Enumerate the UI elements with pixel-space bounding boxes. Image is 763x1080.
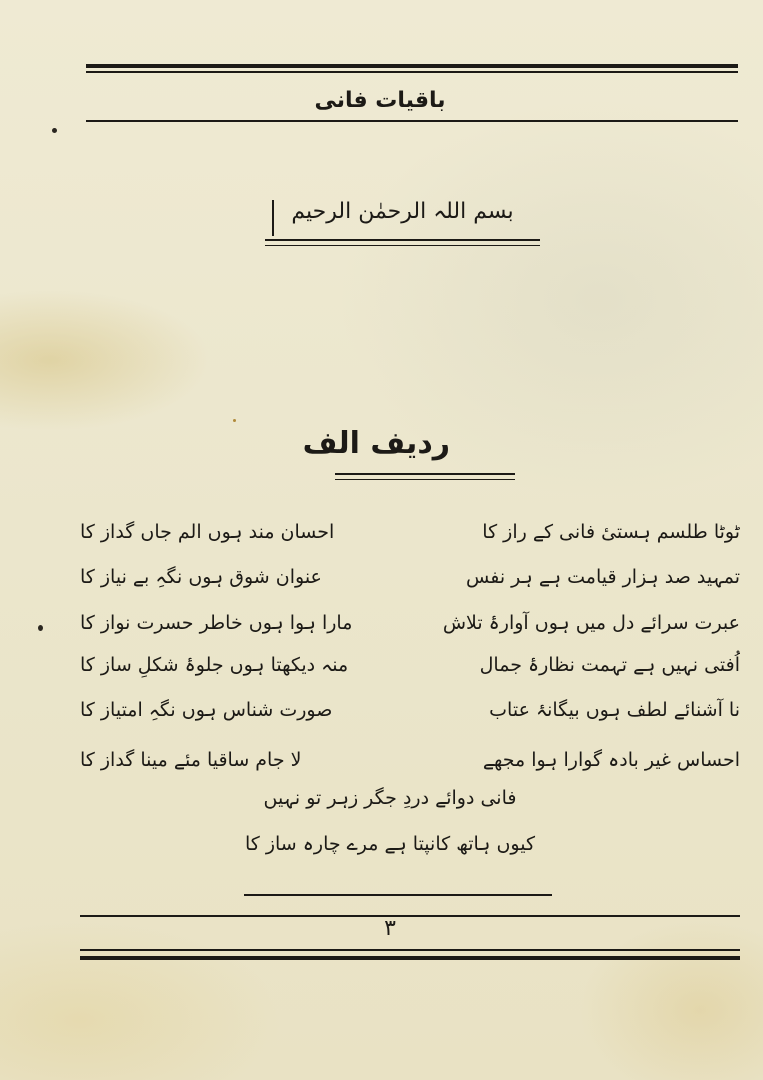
couplet — [80, 512, 740, 552]
couplet — [80, 645, 740, 685]
misra-second: مارا ہوا ہوں خاطر حسرت نواز کا — [80, 612, 353, 634]
ink-speck — [38, 625, 43, 631]
maqta-second: کیوں ہاتھ کانپتا ہے مرے چارہ ساز کا — [244, 833, 536, 855]
running-header-title: باقیات فانی — [314, 88, 446, 113]
misra-second: لا جام ساقیا مئے مینا گداز کا — [80, 749, 302, 771]
misra-second: منہ دیکھتا ہوں جلوۂ شکلِ ساز کا — [80, 654, 349, 676]
top-thin-rule — [86, 71, 738, 73]
footer-top-rule — [80, 915, 740, 917]
radeef-underline-1 — [335, 473, 515, 475]
footer-thin-rule — [80, 949, 740, 951]
misra-first: اُفتی نہیں ہے تہمت نظارۂ جمال — [479, 654, 740, 676]
misra-first: نا آشنائے لطف ہوں بیگانۂ عتاب — [489, 699, 740, 721]
misra-first: عبرت سرائے دل میں ہوں آوارۂ تلاش — [442, 612, 740, 634]
bismillah-underline-2 — [265, 245, 540, 246]
bismillah-bracket-left — [272, 200, 274, 236]
couplet — [80, 603, 740, 643]
misra-second: صورت شناس ہوں نگہِ امتیاز کا — [80, 699, 333, 721]
page-number: ۳ — [384, 916, 396, 941]
misra-first: تمہید صد ہزار قیامت ہے ہر نفس — [466, 566, 740, 588]
misra-second: عنوان شوق ہوں نگہِ بے نیاز کا — [80, 566, 322, 588]
top-thick-rule — [86, 64, 738, 68]
misra-first: احساس غیر بادہ گوارا ہوا مجھے — [482, 749, 740, 771]
couplet — [80, 690, 740, 730]
footer-thick-rule — [80, 956, 740, 960]
couplet — [80, 740, 740, 780]
poem-end-rule — [244, 894, 552, 896]
radeef-underline-2 — [335, 479, 515, 480]
maqta-first: فانی دوائے دردِ جگر زہر تو نہیں — [263, 787, 517, 809]
header-bottom-rule — [86, 120, 738, 122]
radeef-heading: ردیف الف — [302, 426, 450, 461]
misra-first: ٹوٹا طلسم ہستیٔ فانی کے راز کا — [482, 521, 740, 543]
bismillah: بسم اللہ الرحمٰن الرحیم — [291, 199, 514, 224]
bismillah-underline-1 — [265, 239, 540, 241]
ink-speck — [233, 419, 236, 422]
ink-speck — [52, 128, 57, 133]
couplet — [80, 557, 740, 597]
misra-second: احسان مند ہوں الم جاں گداز کا — [80, 521, 335, 543]
